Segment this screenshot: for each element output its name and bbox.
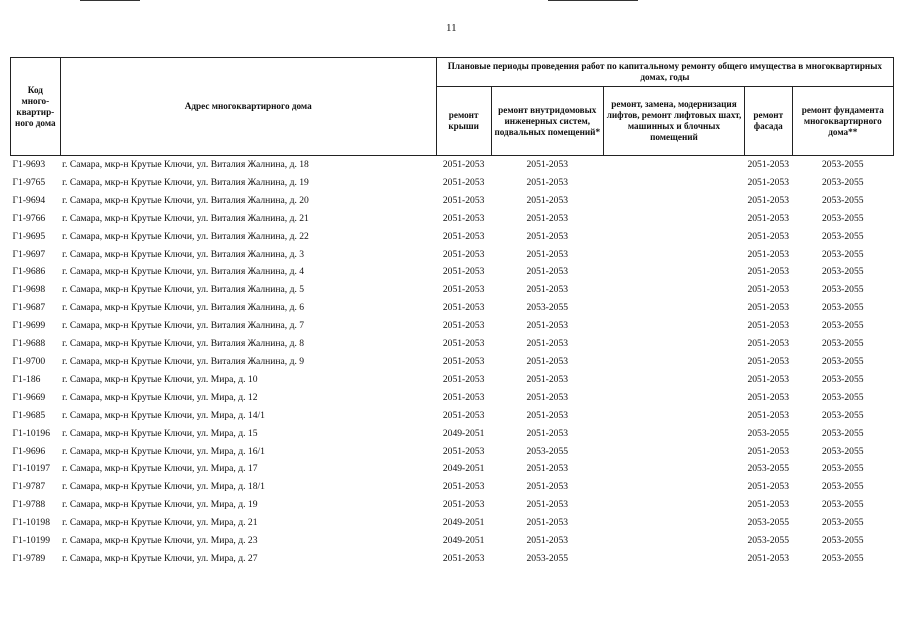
cell-lifts — [604, 156, 745, 174]
cell-address: г. Самара, мкр-н Крутые Ключи, ул. Виталия Жалнина, д. 8 — [62, 338, 305, 350]
cell-foundation: 2053-2055 — [821, 302, 864, 314]
cell-roof: 2051-2053 — [442, 409, 485, 421]
cell-foundation: 2053-2055 — [792, 156, 893, 174]
cell-roof: 2051-2053 — [442, 320, 485, 332]
cell-foundation: 2053-2055 — [821, 230, 864, 242]
cell-foundation: 2053-2055 — [821, 212, 864, 224]
cell-roof: 2049-2051 — [442, 427, 485, 439]
table-row — [11, 478, 894, 496]
cell-facade: 2051-2053 — [747, 302, 790, 314]
cell-engineering: 2051-2053 — [526, 517, 569, 529]
header-foundation: ремонт фундамента многоквартирного дома** — [792, 87, 893, 156]
cell-lifts — [604, 299, 745, 317]
cell-code: Г1-9694 — [12, 194, 46, 206]
cell-lifts — [604, 460, 745, 478]
cell-engineering: 2051-2053 — [526, 230, 569, 242]
table-row — [11, 192, 894, 210]
cell-engineering: 2051-2053 — [526, 409, 569, 421]
cell-address: г. Самара, мкр-н Крутые Ключи, ул. Мира, д. 21 — [62, 517, 258, 529]
cell-facade: 2051-2053 — [747, 445, 790, 457]
cell-code: Г1-9693 — [11, 156, 61, 174]
cell-engineering: 2051-2053 — [526, 499, 569, 511]
cell-roof: 2051-2053 — [442, 230, 485, 242]
cell-address: г. Самара, мкр-н Крутые Ключи, ул. Виталия Жалнина, д. 18 — [60, 156, 436, 174]
table-row — [11, 210, 894, 228]
table-body — [11, 156, 894, 568]
cell-lifts — [604, 174, 745, 192]
cell-facade: 2053-2055 — [747, 517, 790, 529]
cell-roof: 2051-2053 — [442, 176, 485, 188]
cell-facade: 2051-2053 — [747, 248, 790, 260]
cell-roof: 2049-2051 — [442, 535, 485, 547]
cell-facade: 2051-2053 — [747, 212, 790, 224]
cell-roof: 2051-2053 — [442, 552, 485, 564]
cell-lifts — [604, 228, 745, 246]
cell-address: г. Самара, мкр-н Крутые Ключи, ул. Виталия Жалнина, д. 20 — [62, 194, 309, 206]
cell-code: Г1-9686 — [12, 266, 46, 278]
cell-lifts — [604, 335, 745, 353]
cell-facade: 2051-2053 — [747, 320, 790, 332]
cell-address: г. Самара, мкр-н Крутые Ключи, ул. Виталия Жалнина, д. 4 — [62, 266, 305, 278]
table-row — [11, 335, 894, 353]
cell-engineering: 2053-2055 — [526, 302, 569, 314]
cell-roof: 2051-2053 — [442, 481, 485, 493]
cell-code: Г1-9766 — [12, 212, 46, 224]
cell-facade: 2051-2053 — [747, 373, 790, 385]
cell-facade: 2051-2053 — [747, 552, 790, 564]
cell-foundation: 2053-2055 — [821, 463, 864, 475]
cell-engineering: 2051-2053 — [526, 266, 569, 278]
cell-foundation: 2053-2055 — [821, 266, 864, 278]
cell-lifts — [604, 281, 745, 299]
cell-foundation: 2053-2055 — [821, 194, 864, 206]
cell-code: Г1-9669 — [12, 391, 46, 403]
cell-roof: 2051-2053 — [442, 248, 485, 260]
cell-roof: 2049-2051 — [442, 463, 485, 475]
cell-address: г. Самара, мкр-н Крутые Ключи, ул. Мира, д. 12 — [62, 391, 258, 403]
cell-engineering: 2051-2053 — [526, 284, 569, 296]
cell-code: Г1-9698 — [12, 284, 46, 296]
cell-address: г. Самара, мкр-н Крутые Ключи, ул. Мира, д. 19 — [62, 499, 258, 511]
cell-roof: 2051-2053 — [442, 445, 485, 457]
cell-lifts — [604, 514, 745, 532]
cell-roof: 2051-2053 — [442, 391, 485, 403]
table-row — [11, 496, 894, 514]
cell-foundation: 2053-2055 — [821, 499, 864, 511]
table-row — [11, 174, 894, 192]
cell-lifts — [604, 246, 745, 264]
cell-address: г. Самара, мкр-н Крутые Ключи, ул. Мира, д. 15 — [62, 427, 258, 439]
cell-roof: 2051-2053 — [442, 266, 485, 278]
header-address: Адрес многоквартирного дома — [60, 58, 436, 156]
table-row — [11, 228, 894, 246]
cell-address: г. Самара, мкр-н Крутые Ключи, ул. Мира, д. 10 — [62, 373, 258, 385]
table-row — [11, 514, 894, 532]
cell-code: Г1-9765 — [12, 176, 46, 188]
table-row — [11, 317, 894, 335]
cell-facade: 2051-2053 — [747, 481, 790, 493]
cell-foundation: 2053-2055 — [821, 391, 864, 403]
cell-roof: 2051-2053 — [442, 373, 485, 385]
cell-lifts — [604, 263, 745, 281]
cell-code: Г1-10196 — [12, 427, 51, 439]
cell-address: г. Самара, мкр-н Крутые Ключи, ул. Виталия Жалнина, д. 6 — [62, 302, 305, 314]
cell-address: г. Самара, мкр-н Крутые Ключи, ул. Виталия Жалнина, д. 21 — [62, 212, 309, 224]
cell-foundation: 2053-2055 — [821, 552, 864, 564]
table-row — [11, 281, 894, 299]
cell-code: Г1-9695 — [12, 230, 46, 242]
cell-code: Г1-10198 — [12, 517, 51, 529]
cell-lifts — [604, 443, 745, 461]
cell-lifts — [604, 425, 745, 443]
header-engineering: ремонт внутридомовых инженерных систем, подвальных помещений* — [491, 87, 604, 156]
cell-facade: 2053-2055 — [747, 535, 790, 547]
cell-facade: 2051-2053 — [747, 355, 790, 367]
cell-engineering: 2051-2053 — [526, 535, 569, 547]
header-lifts: ремонт, замена, модернизация лифтов, ремонт лифтовых шахт, машинных и блочных помещений — [604, 87, 745, 156]
cell-facade: 2051-2053 — [747, 409, 790, 421]
cell-lifts — [604, 496, 745, 514]
cell-address: г. Самара, мкр-н Крутые Ключи, ул. Мира, д. 14/1 — [62, 409, 265, 421]
cell-engineering: 2051-2053 — [526, 391, 569, 403]
cell-address: г. Самара, мкр-н Крутые Ключи, ул. Мира, д. 27 — [62, 552, 258, 564]
table-row — [11, 460, 894, 478]
table-row — [11, 532, 894, 550]
cell-engineering: 2051-2053 — [526, 248, 569, 260]
header-group: Плановые периоды проведения работ по капитальному ремонту общего имущества в многоквартирных домах, годы — [436, 58, 893, 87]
cell-lifts — [604, 389, 745, 407]
cell-foundation: 2053-2055 — [821, 248, 864, 260]
table-row — [11, 263, 894, 281]
cell-engineering: 2051-2053 — [491, 156, 604, 174]
cell-roof: 2051-2053 — [442, 355, 485, 367]
cell-engineering: 2051-2053 — [526, 463, 569, 475]
cell-address: г. Самара, мкр-н Крутые Ключи, ул. Мира, д. 18/1 — [62, 481, 265, 493]
cell-address: г. Самара, мкр-н Крутые Ключи, ул. Виталия Жалнина, д. 3 — [62, 248, 305, 260]
cell-foundation: 2053-2055 — [821, 338, 864, 350]
cell-engineering: 2051-2053 — [526, 481, 569, 493]
page-number: 11 — [446, 22, 457, 34]
cell-engineering: 2051-2053 — [526, 320, 569, 332]
header-facade: ремонт фасада — [744, 87, 792, 156]
cell-foundation: 2053-2055 — [821, 427, 864, 439]
cell-roof: 2051-2053 — [442, 338, 485, 350]
cell-foundation: 2053-2055 — [821, 320, 864, 332]
table-row — [11, 550, 894, 568]
cell-foundation: 2053-2055 — [821, 517, 864, 529]
cell-code: Г1-9696 — [12, 445, 46, 457]
cell-lifts — [604, 317, 745, 335]
cell-foundation: 2053-2055 — [821, 284, 864, 296]
cell-roof: 2051-2053 — [442, 499, 485, 511]
cell-roof: 2051-2053 — [442, 212, 485, 224]
cell-facade: 2051-2053 — [747, 284, 790, 296]
cell-engineering: 2051-2053 — [526, 338, 569, 350]
cell-code: Г1-9700 — [12, 355, 46, 367]
cell-code: Г1-9697 — [12, 248, 46, 260]
cell-foundation: 2053-2055 — [821, 409, 864, 421]
repair-schedule-table — [10, 57, 894, 568]
table-row — [11, 443, 894, 461]
cell-foundation: 2053-2055 — [821, 176, 864, 188]
cell-address: г. Самара, мкр-н Крутые Ключи, ул. Мира, д. 17 — [62, 463, 258, 475]
cell-address: г. Самара, мкр-н Крутые Ключи, ул. Виталия Жалнина, д. 7 — [62, 320, 305, 332]
cell-roof: 2051-2053 — [442, 194, 485, 206]
table-row — [11, 371, 894, 389]
cell-code: Г1-9687 — [12, 302, 46, 314]
cell-code: Г1-9787 — [12, 481, 46, 493]
table-row — [11, 299, 894, 317]
table-row — [11, 156, 894, 174]
cell-lifts — [604, 478, 745, 496]
cell-address: г. Самара, мкр-н Крутые Ключи, ул. Виталия Жалнина, д. 19 — [62, 176, 309, 188]
cell-address: г. Самара, мкр-н Крутые Ключи, ул. Мира, д. 16/1 — [62, 445, 265, 457]
cell-facade: 2051-2053 — [744, 156, 792, 174]
cell-engineering: 2053-2055 — [526, 445, 569, 457]
cell-foundation: 2053-2055 — [821, 535, 864, 547]
cell-engineering: 2051-2053 — [526, 373, 569, 385]
cell-address: г. Самара, мкр-н Крутые Ключи, ул. Виталия Жалнина, д. 9 — [62, 355, 305, 367]
cell-facade: 2053-2055 — [747, 427, 790, 439]
cell-roof: 2051-2053 — [436, 156, 491, 174]
cell-facade: 2051-2053 — [747, 391, 790, 403]
cell-lifts — [604, 210, 745, 228]
scan-artifact — [548, 0, 638, 1]
cell-roof: 2049-2051 — [442, 517, 485, 529]
cell-code: Г1-10197 — [12, 463, 51, 475]
cell-facade: 2051-2053 — [747, 194, 790, 206]
cell-lifts — [604, 371, 745, 389]
table-row — [11, 407, 894, 425]
cell-address: г. Самара, мкр-н Крутые Ключи, ул. Виталия Жалнина, д. 5 — [62, 284, 305, 296]
cell-engineering: 2051-2053 — [526, 212, 569, 224]
cell-lifts — [604, 353, 745, 371]
cell-lifts — [604, 407, 745, 425]
cell-engineering: 2051-2053 — [526, 427, 569, 439]
cell-facade: 2051-2053 — [747, 266, 790, 278]
cell-code: Г1-9699 — [12, 320, 46, 332]
header-roof: ремонт крыши — [436, 87, 491, 156]
table-row — [11, 353, 894, 371]
cell-code: Г1-10199 — [12, 535, 51, 547]
cell-code: Г1-9685 — [12, 409, 46, 421]
cell-code: Г1-9788 — [12, 499, 46, 511]
cell-roof: 2051-2053 — [442, 284, 485, 296]
scan-artifact — [80, 0, 140, 1]
cell-address: г. Самара, мкр-н Крутые Ключи, ул. Мира, д. 23 — [62, 535, 258, 547]
cell-code: Г1-9789 — [12, 552, 46, 564]
cell-code: Г1-9688 — [12, 338, 46, 350]
cell-facade: 2051-2053 — [747, 499, 790, 511]
cell-foundation: 2053-2055 — [821, 373, 864, 385]
header-code: Код много-квартир-ного дома — [11, 58, 61, 156]
cell-engineering: 2051-2053 — [526, 176, 569, 188]
cell-facade: 2051-2053 — [747, 338, 790, 350]
cell-roof: 2051-2053 — [442, 302, 485, 314]
cell-lifts — [604, 192, 745, 210]
cell-foundation: 2053-2055 — [821, 355, 864, 367]
table-row — [11, 389, 894, 407]
table-row — [11, 425, 894, 443]
cell-facade: 2053-2055 — [747, 463, 790, 475]
cell-code: Г1-186 — [12, 373, 41, 385]
cell-foundation: 2053-2055 — [821, 445, 864, 457]
cell-facade: 2051-2053 — [747, 230, 790, 242]
cell-engineering: 2051-2053 — [526, 194, 569, 206]
table-row — [11, 246, 894, 264]
cell-lifts — [604, 532, 745, 550]
cell-facade: 2051-2053 — [747, 176, 790, 188]
cell-lifts — [604, 550, 745, 568]
cell-address: г. Самара, мкр-н Крутые Ключи, ул. Виталия Жалнина, д. 22 — [62, 230, 309, 242]
cell-engineering: 2053-2055 — [526, 552, 569, 564]
cell-foundation: 2053-2055 — [821, 481, 864, 493]
cell-engineering: 2051-2053 — [526, 355, 569, 367]
